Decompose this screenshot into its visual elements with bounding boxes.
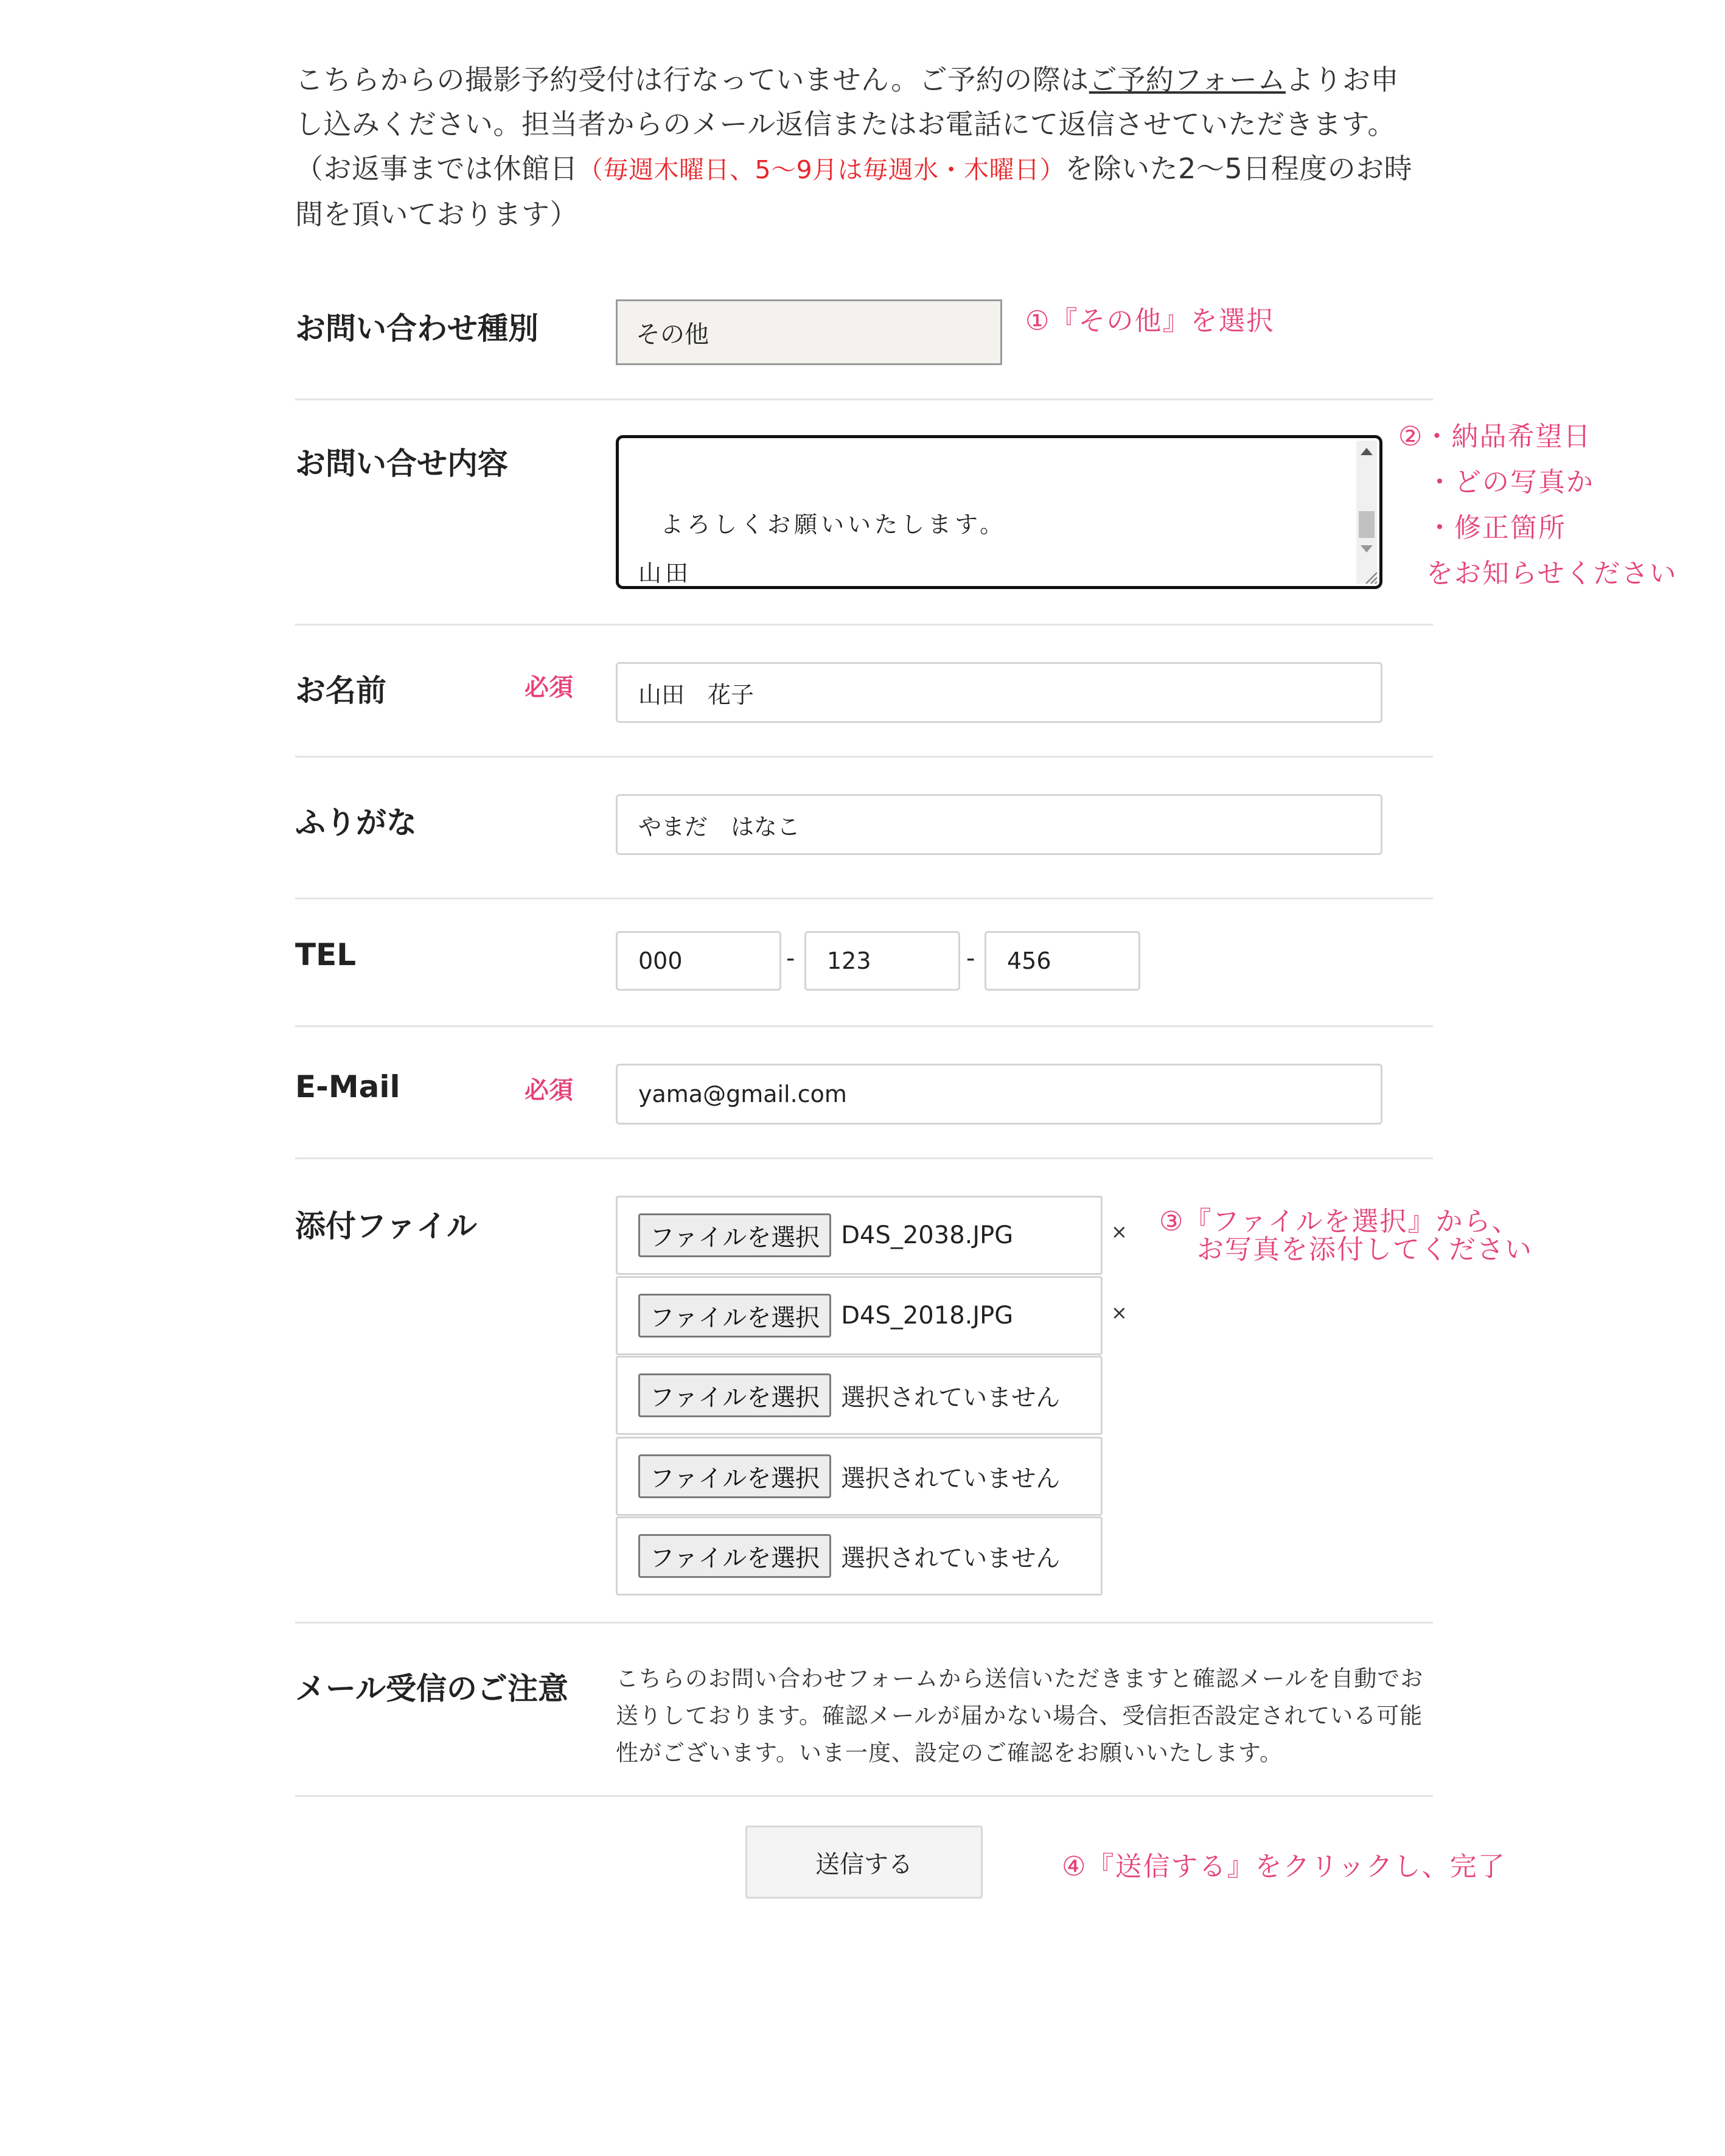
file-name: D4S_2038.JPG bbox=[841, 1221, 1014, 1249]
scroll-thumb[interactable] bbox=[1359, 511, 1375, 538]
required-badge: 必須 bbox=[524, 674, 573, 702]
required-badge: 必須 bbox=[524, 1076, 573, 1104]
choose-file-button[interactable]: ファイルを選択 bbox=[638, 1534, 831, 1578]
furigana-label: ふりがな bbox=[295, 805, 417, 840]
file-input-1[interactable] bbox=[616, 1196, 1103, 1275]
email-input[interactable] bbox=[616, 1064, 1382, 1125]
closed-days-text: （毎週木曜日、5〜9月は毎週水・木曜日） bbox=[578, 155, 1065, 184]
file-input-3[interactable] bbox=[616, 1356, 1103, 1435]
annotation-step3: ③『ファイルを選択』から、 お写真を添付してください bbox=[1159, 1206, 1533, 1265]
annotation-step4: ④『送信する』をクリックし、完了 bbox=[1062, 1851, 1506, 1882]
file-input-2[interactable] bbox=[616, 1276, 1103, 1355]
tel-value-2: 123 bbox=[827, 947, 871, 974]
name-value: 山田 花子 bbox=[638, 681, 754, 708]
reservation-form-link[interactable]: ご予約フォーム bbox=[1089, 63, 1286, 96]
name-input[interactable] bbox=[616, 662, 1382, 723]
tel-value-3: 456 bbox=[1007, 947, 1051, 974]
file-name: 選択されていません bbox=[841, 1383, 1061, 1412]
file-name: D4S_2018.JPG bbox=[841, 1302, 1014, 1330]
email-label: E-Mail bbox=[295, 1069, 400, 1104]
divider bbox=[295, 1025, 1433, 1027]
divider bbox=[295, 756, 1433, 758]
inquiry-content-label: お問い合せ内容 bbox=[295, 446, 508, 481]
scroll-up-arrow-icon[interactable] bbox=[1361, 448, 1373, 455]
tel-input-1[interactable] bbox=[616, 931, 781, 991]
mail-notice-text: こちらのお問い合わせフォームから送信いただきますと確認メールを自動でお送りしております。確認メールが届かない場合、受信拒否設定されている可能性がございます。いま一度、設定のご確認をお願いいたします。 bbox=[616, 1666, 1424, 1766]
tel-label: TEL bbox=[295, 937, 357, 972]
inquiry-content-textarea[interactable] bbox=[616, 435, 1382, 589]
remove-file-icon[interactable]: × bbox=[1111, 1220, 1127, 1243]
intro-text-2: よりお申し込みください。担当者からのメール返信またはお電話にて返信させていただきます。（お返事までは休館日 bbox=[295, 63, 1399, 185]
intro-text-1: こちらからの撮影予約受付は行なっていません。ご予約の際は bbox=[295, 63, 1089, 96]
file-input-5[interactable] bbox=[616, 1516, 1103, 1596]
intro-text-3: を除いた2〜5日程度のお時間を頂いております） bbox=[295, 152, 1413, 231]
email-value: yama@gmail.com bbox=[638, 1081, 847, 1108]
divider bbox=[295, 1622, 1433, 1624]
tel-separator: - bbox=[966, 944, 975, 972]
inquiry-type-label: お問い合わせ種別 bbox=[295, 311, 538, 346]
inquiry-content-value: よろしくお願いいたします。 山田 bbox=[638, 511, 1007, 587]
choose-file-button[interactable]: ファイルを選択 bbox=[638, 1213, 831, 1257]
file-name: 選択されていません bbox=[841, 1544, 1061, 1572]
resize-grip-icon[interactable] bbox=[1362, 569, 1378, 585]
file-name: 選択されていません bbox=[841, 1464, 1061, 1493]
tel-value-1: 000 bbox=[638, 947, 683, 974]
inquiry-type-value: その他 bbox=[636, 320, 709, 349]
tel-input-3[interactable] bbox=[984, 931, 1140, 991]
submit-button[interactable] bbox=[745, 1826, 983, 1899]
name-label: お名前 bbox=[295, 673, 386, 708]
annotation-step1: ①『その他』を選択 bbox=[1025, 305, 1275, 337]
submit-button-label: 送信する bbox=[815, 1850, 913, 1879]
file-input-4[interactable] bbox=[616, 1437, 1103, 1516]
mail-notice-label: メール受信のご注意 bbox=[295, 1671, 568, 1706]
scroll-down-arrow-icon[interactable] bbox=[1361, 545, 1373, 553]
furigana-value: やまだ はなこ bbox=[638, 813, 801, 840]
annotation-step2: ②・納品希望日 ・どの写真か ・修正箇所 をお知らせください bbox=[1398, 421, 1678, 589]
divider bbox=[295, 898, 1433, 899]
tel-separator: - bbox=[786, 944, 795, 972]
divider bbox=[295, 1795, 1433, 1797]
inquiry-type-select[interactable] bbox=[616, 299, 1002, 365]
intro-paragraph bbox=[295, 58, 1427, 237]
divider bbox=[295, 624, 1433, 626]
attachments-label: 添付ファイル bbox=[295, 1209, 477, 1244]
choose-file-button[interactable]: ファイルを選択 bbox=[638, 1454, 831, 1498]
choose-file-button[interactable]: ファイルを選択 bbox=[638, 1373, 831, 1417]
furigana-input[interactable] bbox=[616, 794, 1382, 855]
divider bbox=[295, 1157, 1433, 1159]
divider bbox=[295, 399, 1433, 400]
choose-file-button[interactable]: ファイルを選択 bbox=[638, 1294, 831, 1338]
remove-file-icon[interactable]: × bbox=[1111, 1301, 1127, 1324]
textarea-scrollbar[interactable] bbox=[1356, 441, 1377, 584]
tel-input-2[interactable] bbox=[804, 931, 960, 991]
